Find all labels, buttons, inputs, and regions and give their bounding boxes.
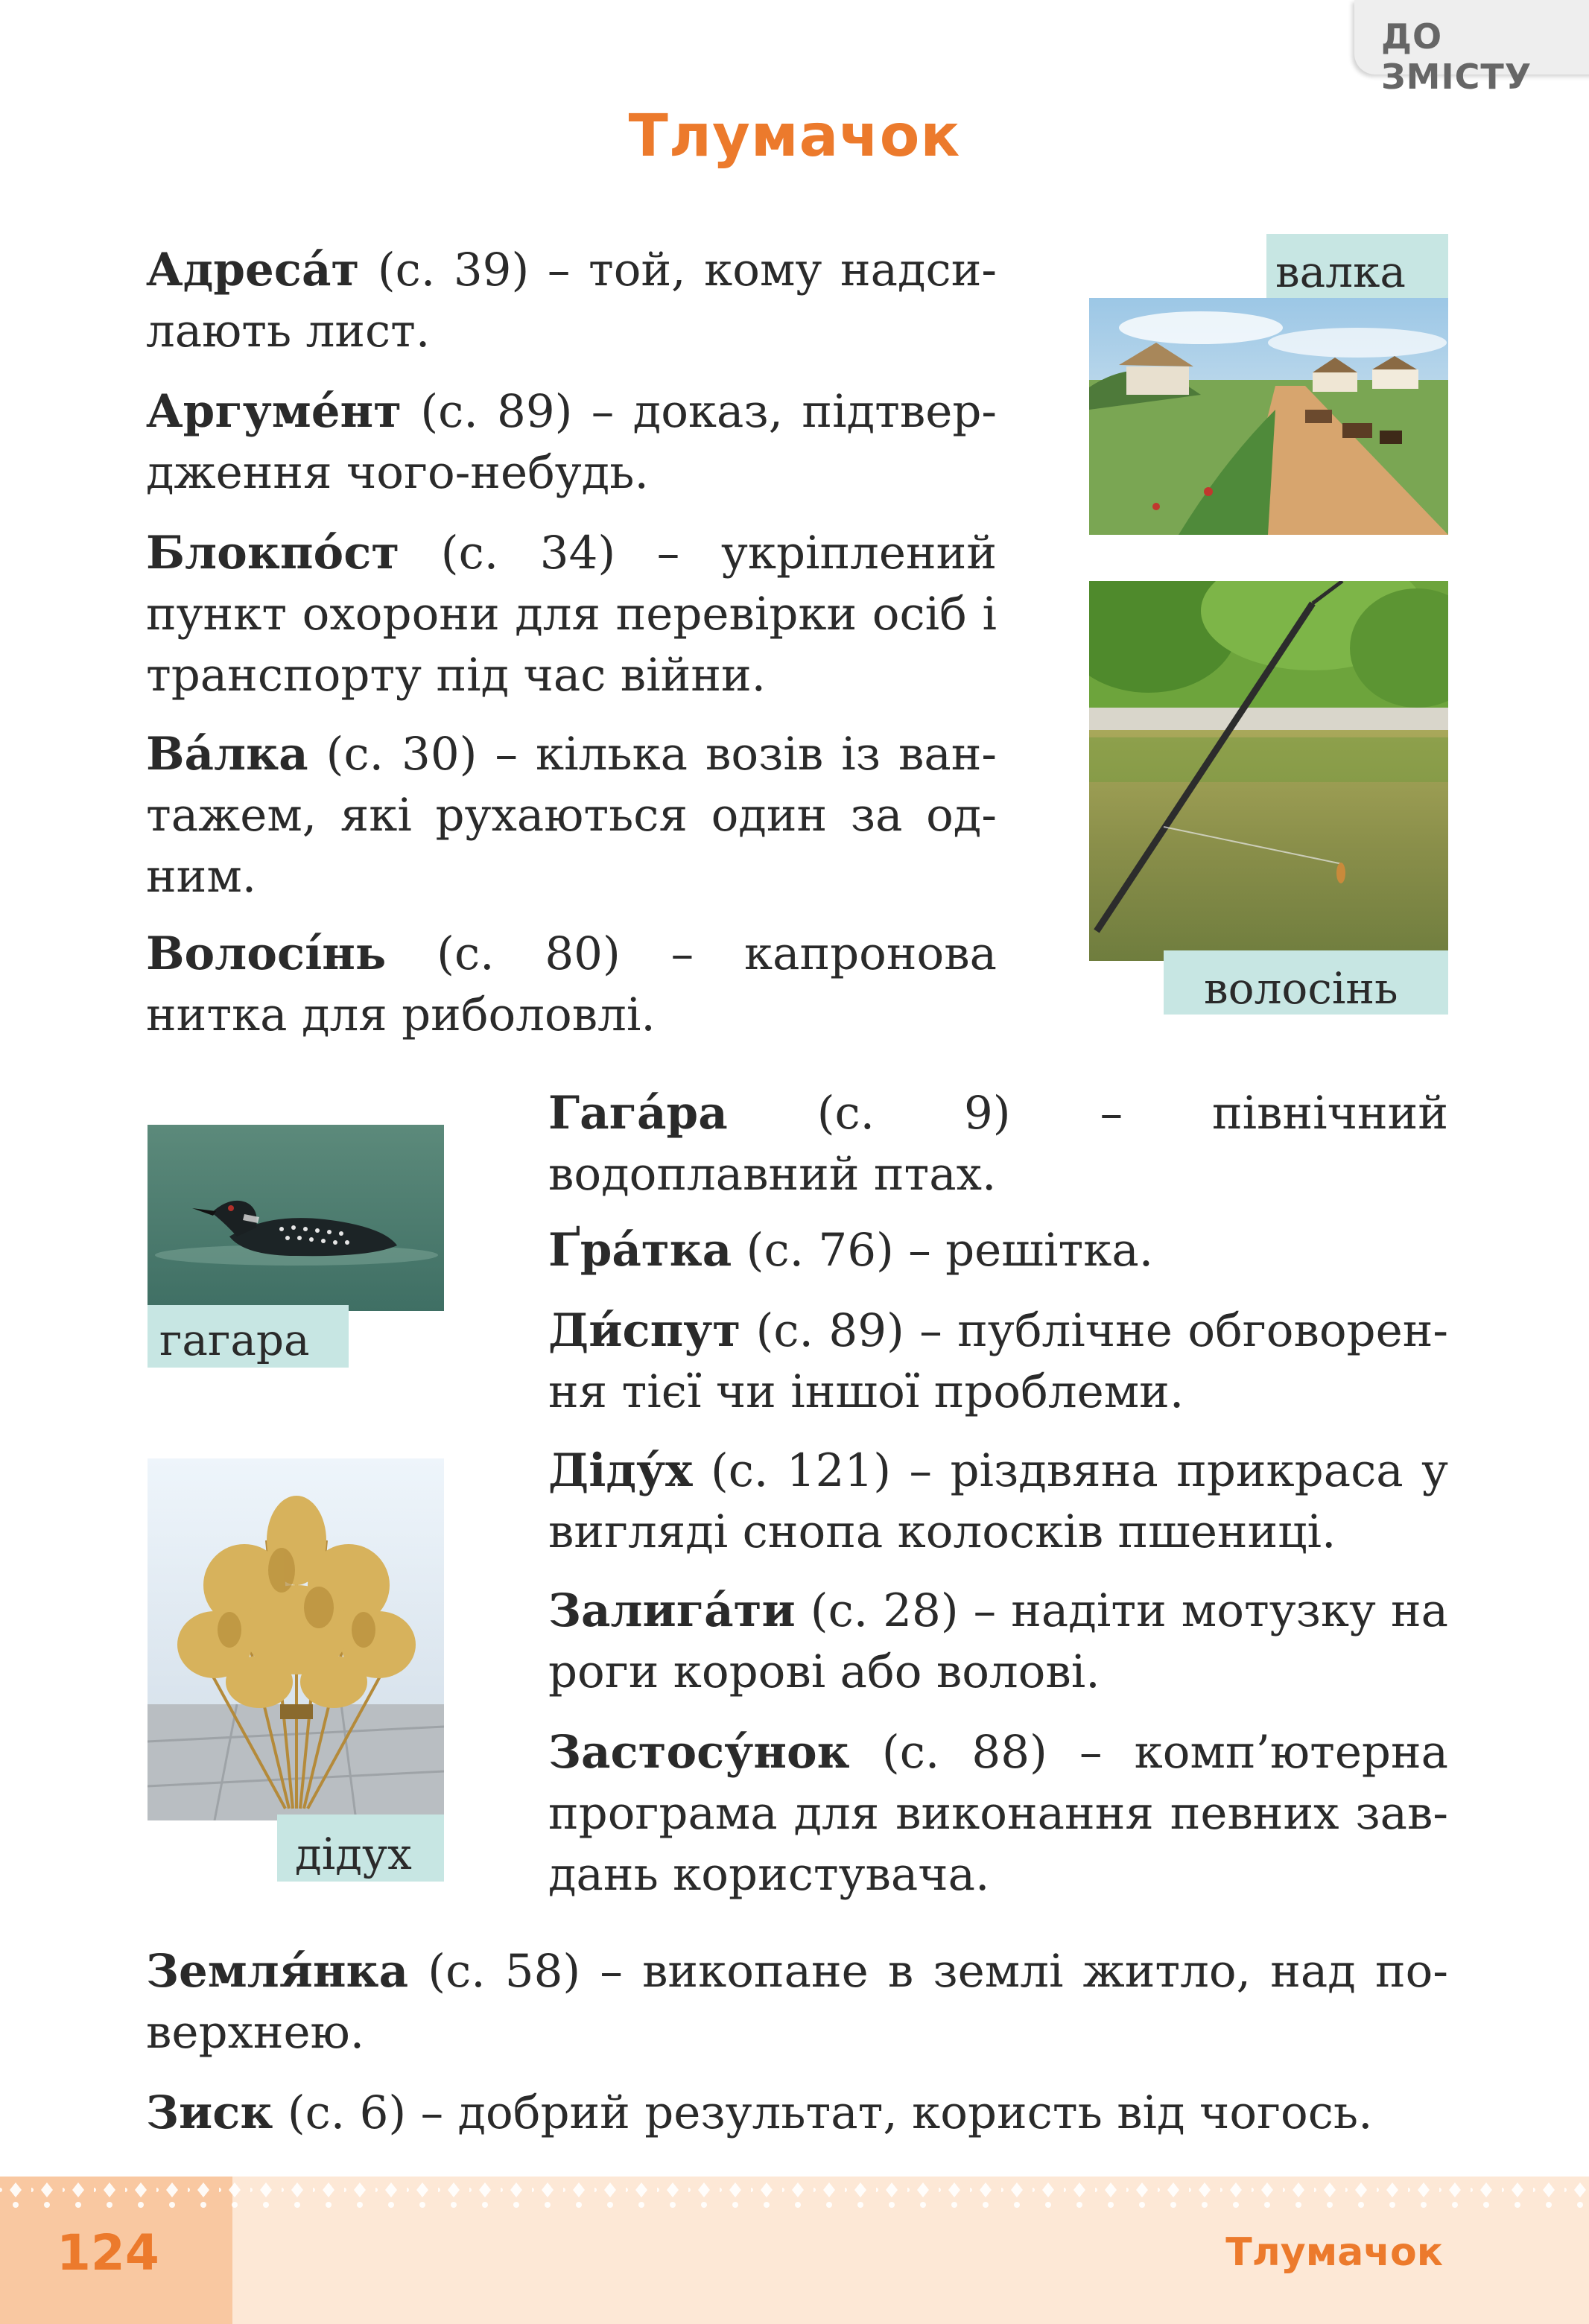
entry-definition: (с. 76) – решітка. [732, 1224, 1154, 1277]
entry-definition: (с. 80) – капронова нитка для риболовлі. [146, 927, 997, 1041]
entry-term: Аргуме́нт [146, 385, 402, 438]
entry-term: Залига́ти [548, 1584, 796, 1637]
volosin-illustration [1089, 581, 1448, 961]
glossary-entry [146, 924, 997, 1046]
footer-ornament [0, 2177, 1589, 2218]
entry-definition: (с. 89) – публічне обговорення тієї чи іншої проблеми. [548, 1304, 1448, 1418]
glossary-entry [548, 1301, 1448, 1423]
entry-definition: (с. 89) – доказ, підтвердження чого-небудь. [146, 385, 997, 499]
glossary-entry [146, 381, 997, 504]
entry-term: Застосу́нок [548, 1726, 850, 1779]
glossary-entry [146, 1941, 1448, 2063]
entry-term: Ґра́тка [548, 1224, 732, 1277]
valka-illustration [1089, 298, 1448, 535]
glossary-entry [146, 240, 997, 362]
entry-definition: (с. 121) – різдвяна прикраса у вигляді снопа колосків пшениці. [548, 1444, 1448, 1558]
entry-term: Адреса́т [146, 244, 360, 296]
page-title: Тлумачок [628, 103, 961, 170]
entry-definition: (с. 30) – кілька возів із вантажем, які рухаються один за одним. [146, 728, 997, 903]
entry-term: Ва́лка [146, 728, 308, 781]
page-number: 124 [57, 2224, 159, 2282]
entry-term: Ди́спут [548, 1304, 741, 1357]
entry-term: Блокпо́ст [146, 527, 400, 580]
glossary-entry [548, 1722, 1448, 1905]
caption-diduh: дідух [277, 1815, 444, 1882]
entry-definition: (с. 34) – укріплений пункт охорони для перевірки осіб і транспорту під час війни. [146, 527, 997, 702]
caption-valka: валка [1266, 234, 1448, 299]
entry-term: Земля́нка [146, 1945, 409, 1998]
entry-term: Діду́х [548, 1444, 693, 1497]
caption-gagara: гагара [148, 1305, 349, 1368]
glossary-entry [548, 1441, 1448, 1563]
entry-term: Зиск [146, 2086, 273, 2139]
toc-button[interactable]: ДО ЗМІСТУ [1354, 0, 1589, 74]
entry-term: Гага́ра [548, 1087, 728, 1140]
entry-definition: (с. 88) – комп’ютерна програма для виконання певних завдань користувача. [548, 1726, 1448, 1901]
entry-definition: (с. 9) – північний водоплавний птах. [548, 1087, 1448, 1201]
caption-volosin: волосінь [1164, 950, 1448, 1015]
entry-definition: (с. 6) – добрий результат, користь від чогось. [273, 2086, 1373, 2139]
glossary-entry [548, 1220, 1448, 1281]
glossary-entry [548, 1581, 1448, 1703]
glossary-entry [146, 2083, 1448, 2144]
gagara-photo [148, 1125, 444, 1311]
diduh-photo [148, 1458, 444, 1820]
footer-section-title: Тлумачок [1225, 2230, 1443, 2275]
glossary-entry [146, 724, 997, 907]
entry-definition: (с. 58) – викопане в землі житло, над поверхнею. [146, 1945, 1448, 2059]
glossary-entry [146, 523, 997, 706]
entry-term: Волосі́нь [146, 927, 387, 980]
glossary-entry [548, 1083, 1448, 1205]
entry-definition: (с. 39) – той, кому надсилають лист. [146, 244, 997, 358]
entry-definition: (с. 28) – надіти мотузку на роги корові або волові. [548, 1584, 1448, 1698]
